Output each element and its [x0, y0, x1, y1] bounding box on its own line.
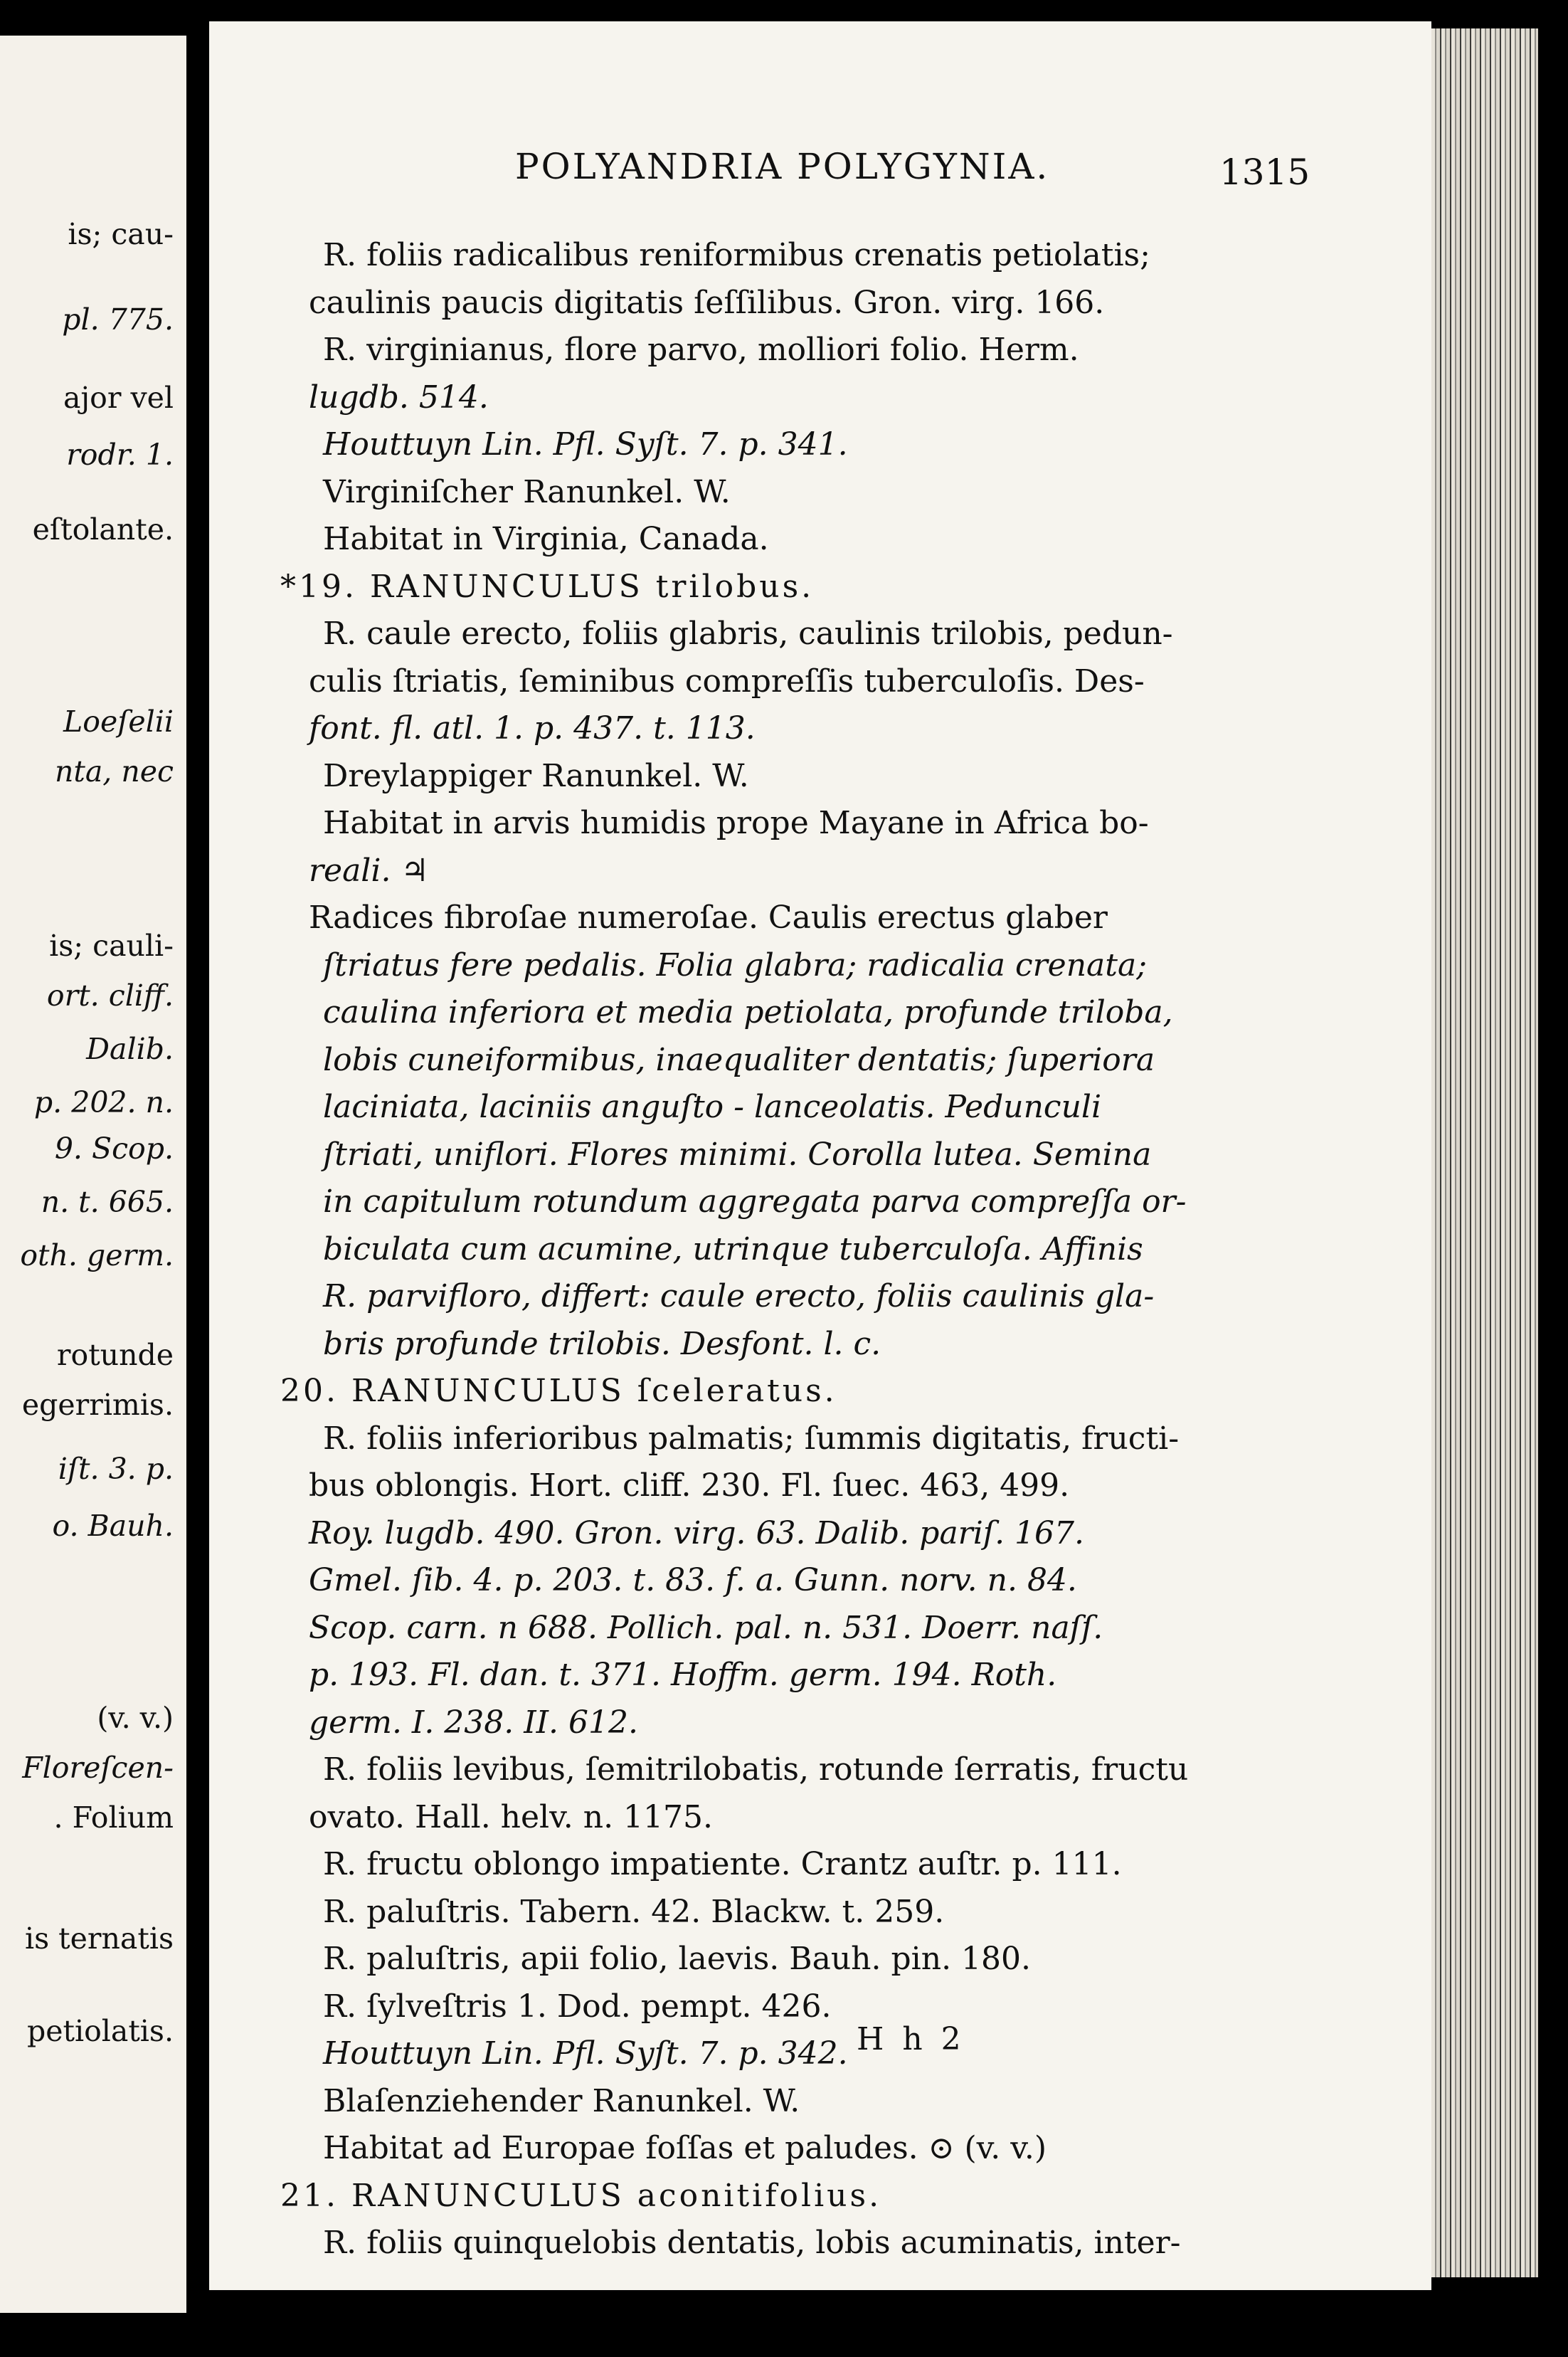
- left-page-line: Loeſelii: [63, 705, 174, 739]
- left-page-line: nta, nec: [54, 754, 174, 789]
- left-page-line: iſt. 3. p.: [58, 1452, 174, 1486]
- left-page-line: is ternatis: [24, 1921, 174, 1956]
- page-edges: [1431, 28, 1538, 2277]
- text-line: R. caule erecto, foliis glabris, caulinis trilobis, pedun-: [323, 616, 1173, 652]
- text-line: germ. I. 238. II. 612.: [309, 1704, 638, 1741]
- text-line: Blaſenziehender Ranunkel. W.: [323, 2082, 800, 2119]
- left-page-line: . Folium: [53, 1800, 174, 1835]
- main-page: [209, 21, 1431, 2290]
- left-page-line: (v. v.): [97, 1701, 174, 1735]
- text-line: R. virginianus, flore parvo, molliori folio. Herm.: [323, 332, 1079, 368]
- page-header: [209, 146, 1431, 203]
- text-line: culis ſtriatis, ſeminibus compreſſis tuberculoſis. Des-: [309, 663, 1145, 700]
- text-line: Houttuyn Lin. Pfl. Syſt. 7. p. 342.: [323, 2035, 848, 2072]
- text-line: biculata cum acumine, utrinque tuberculoſa. Affinis: [323, 1230, 1143, 1267]
- text-line: R. fructu oblongo impatiente. Crantz auſtr. p. 111.: [323, 1846, 1122, 1882]
- text-line: Roy. lugdb. 490. Gron. virg. 63. Dalib. pariſ. 167.: [309, 1514, 1085, 1551]
- text-line: R. foliis inferioribus palmatis; ſummis digitatis, fructi-: [323, 1420, 1180, 1457]
- text-line: bris profunde trilobis. Desfont. l. c.: [323, 1325, 881, 1362]
- text-line: R. ſylveſtris 1. Dod. pempt. 426.: [323, 1988, 832, 2025]
- left-page-fragment: [0, 36, 186, 2313]
- left-page-line: rodr. 1.: [66, 438, 174, 472]
- species-heading: 20. RANUNCULUS ſceleratus.: [280, 1373, 837, 1409]
- left-page-line: o. Bauh.: [52, 1509, 174, 1543]
- text-line: Gmel. ſib. 4. p. 203. t. 83. f. a. Gunn. norv. n. 84.: [309, 1562, 1077, 1598]
- text-line: R. foliis radicalibus reniformibus crenatis petiolatis;: [323, 237, 1150, 273]
- text-line: lobis cuneiformibus, inaequaliter dentatis; ſuperiora: [323, 1041, 1155, 1078]
- left-page-line: is; cauli-: [49, 929, 174, 963]
- text-line: Habitat in arvis humidis prope Mayane in Africa bo-: [323, 805, 1149, 841]
- left-page-line: ajor vel: [63, 381, 174, 415]
- left-page-line: oth. germ.: [20, 1238, 174, 1272]
- text-line: ſtriati, uniflori. Flores minimi. Corolla lutea. Semina: [323, 1136, 1152, 1173]
- text-line: Radices fibroſae numeroſae. Caulis erectus glaber: [309, 900, 1108, 936]
- left-page-line: egerrimis.: [21, 1388, 174, 1422]
- text-line: R. paluſtris, apii folio, laevis. Bauh. pin. 180.: [323, 1941, 1032, 1977]
- text-line: laciniata, laciniis anguſto - lanceolatis. Pedunculi: [323, 1089, 1102, 1125]
- text-line: R. parvifloro, differt: caule erecto, foliis caulinis gla-: [323, 1278, 1155, 1314]
- species-heading: *19. RANUNCULUS trilobus.: [280, 568, 815, 605]
- text-line: in capitulum rotundum aggregata parva compreſſa or-: [323, 1183, 1187, 1220]
- text-line: Dreylappiger Ranunkel. W.: [323, 757, 749, 794]
- text-line: Houttuyn Lin. Pfl. Syſt. 7. p. 341.: [323, 426, 848, 463]
- text-line: reali. ♃: [309, 852, 429, 889]
- page-number: 1315: [1219, 152, 1310, 193]
- species-heading: 21. RANUNCULUS aconitifolius.: [280, 2177, 882, 2214]
- left-page-line: petiolatis.: [26, 2014, 174, 2048]
- text-line: p. 193. Fl. dan. t. 371. Hoffm. germ. 194. Roth.: [309, 1657, 1057, 1693]
- left-page-line: n. t. 665.: [41, 1185, 174, 1219]
- left-page-line: 9. Scop.: [54, 1132, 174, 1166]
- left-page-line: p. 202. n.: [33, 1085, 174, 1119]
- text-line: caulina inferiora et media petiolata, profunde triloba,: [323, 994, 1173, 1030]
- text-line: Virginiſcher Ranunkel. W.: [323, 473, 731, 510]
- text-line: Habitat ad Europae foſſas et paludes. ⊙ (v. v.): [323, 2130, 1047, 2166]
- text-line: bus oblongis. Hort. cliff. 230. Fl. ſuec. 463, 499.: [309, 1467, 1070, 1504]
- page-body: [280, 232, 1362, 2267]
- left-page-line: rotunde: [56, 1338, 174, 1372]
- left-page-line: Floreſcen-: [22, 1751, 174, 1785]
- text-line: Scop. carn. n 688. Pollich. pal. n. 531. Doerr. naſſ.: [309, 1609, 1103, 1646]
- signature-mark: H h 2: [857, 2021, 965, 2057]
- text-line: caulinis paucis digitatis ſeſſilibus. Gron. virg. 166.: [309, 284, 1105, 321]
- left-page-line: ort. cliff.: [46, 979, 174, 1013]
- book-gutter: [186, 0, 209, 2357]
- left-page-line: eſtolante.: [32, 512, 174, 547]
- left-page-line: is; cau-: [68, 217, 174, 251]
- text-line: R. paluſtris. Tabern. 42. Blackw. t. 259.: [323, 1893, 945, 1930]
- running-title: POLYANDRIA POLYGYNIA.: [515, 146, 1050, 187]
- text-line: ſtriatus fere pedalis. Folia glabra; radicalia crenata;: [323, 947, 1148, 984]
- text-line: R. foliis quinquelobis dentatis, lobis acuminatis, inter-: [323, 2225, 1181, 2261]
- text-line: ovato. Hall. helv. n. 1175.: [309, 1798, 714, 1835]
- text-line: lugdb. 514.: [309, 379, 489, 416]
- left-page-line: Dalib.: [86, 1032, 174, 1066]
- text-line: R. foliis levibus, ſemitrilobatis, rotunde ſerratis, fructu: [323, 1751, 1189, 1788]
- text-line: Habitat in Virginia, Canada.: [323, 521, 769, 557]
- text-line: font. fl. atl. 1. p. 437. t. 113.: [309, 710, 756, 747]
- left-page-line: pl. 775.: [62, 302, 174, 337]
